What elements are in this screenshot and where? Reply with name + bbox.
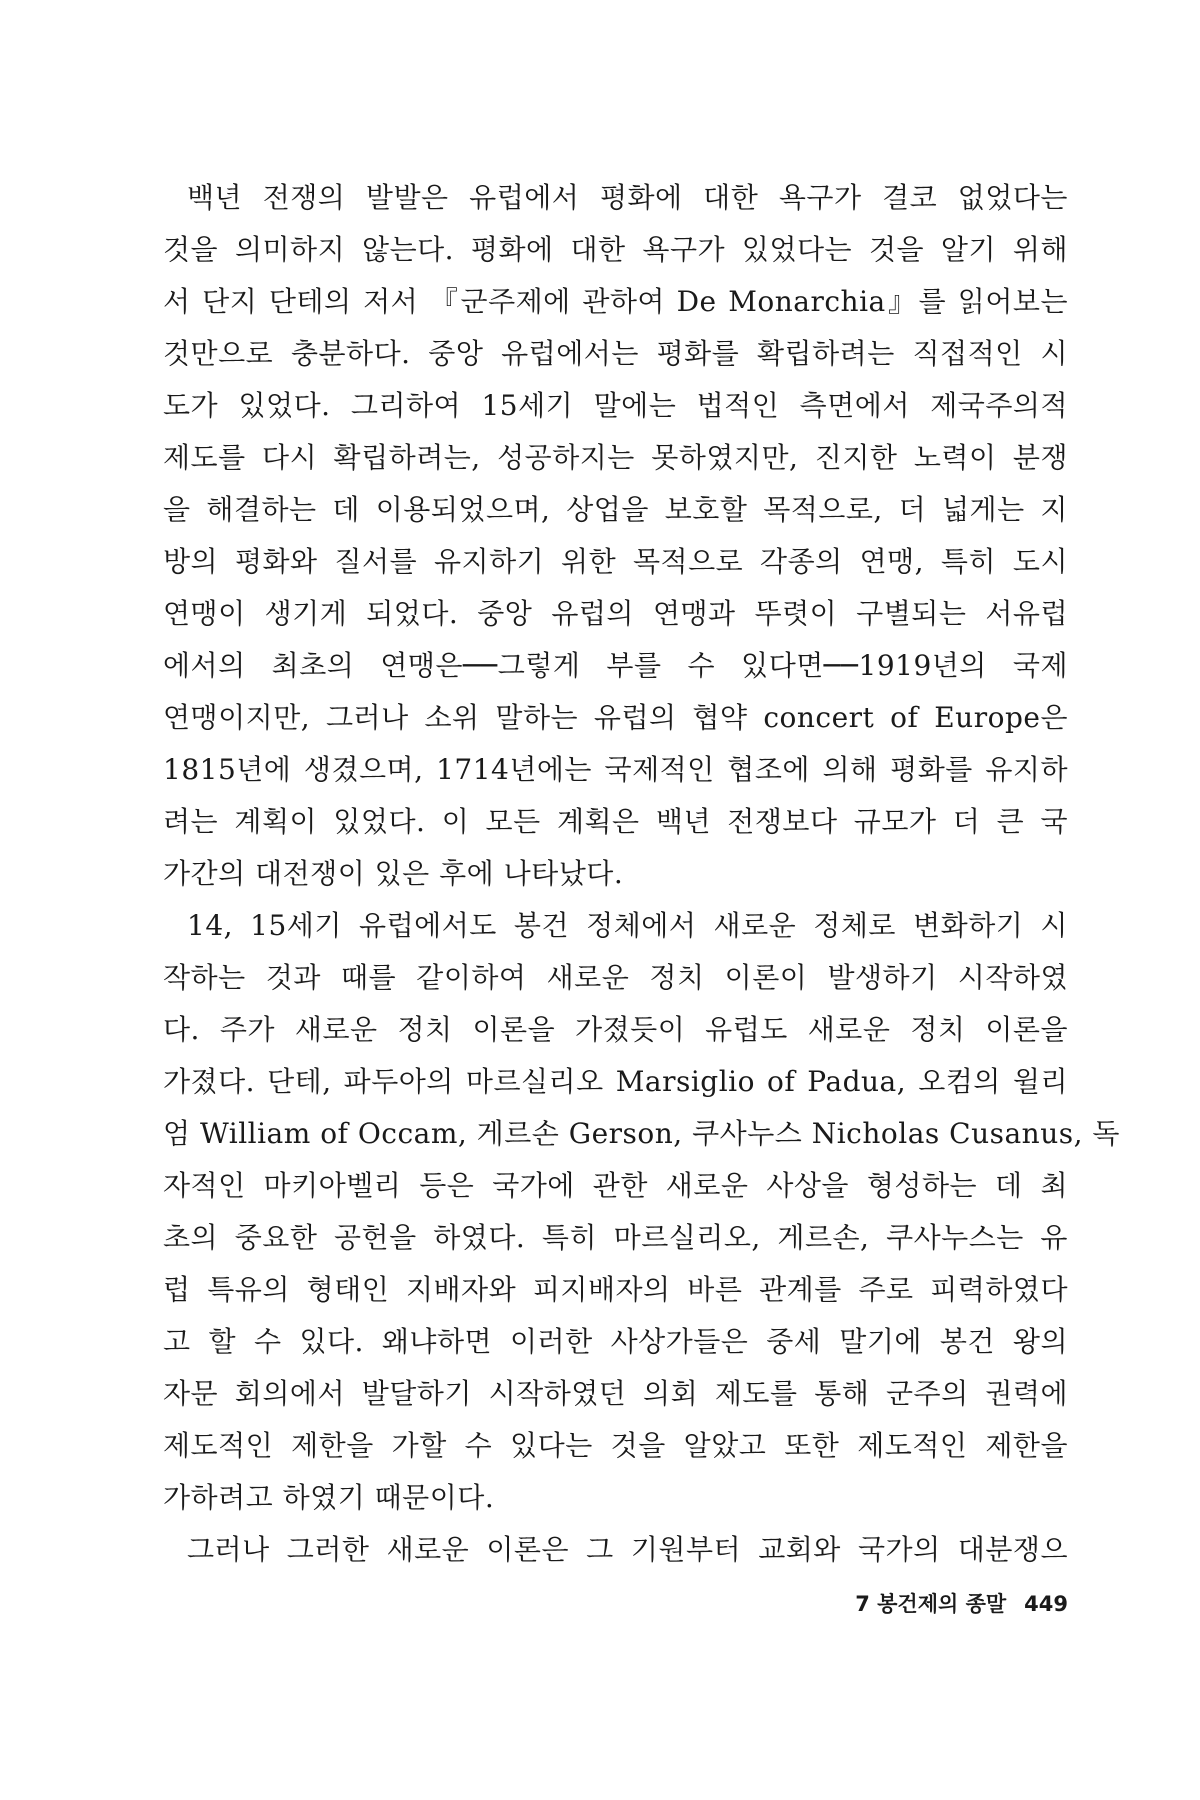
text-line: 가하려고 하였기 때문이다.: [163, 1481, 495, 1514]
paragraph: [163, 172, 1068, 900]
text-line: 려는 계획이 있었다. 이 모든 계획은 백년 전쟁보다 규모가 더 큰 국: [163, 805, 1068, 838]
text-line: 것을 의미하지 않는다. 평화에 대한 욕구가 있었다는 것을 알기 위해: [163, 233, 1068, 266]
body-text: [163, 172, 1120, 1576]
paragraph: [163, 900, 1120, 1524]
page-footer: [855, 1588, 1068, 1618]
text-line: 다. 주가 새로운 정치 이론을 가졌듯이 유럽도 새로운 정치 이론을: [163, 1013, 1068, 1046]
text-line: 고 할 수 있다. 왜냐하면 이러한 사상가들은 중세 말기에 봉건 왕의: [163, 1325, 1068, 1358]
text-line: 엄 William of Occam, 게르손 Gerson, 쿠사누스 Nicholas Cusanus, 독: [163, 1117, 1120, 1150]
text-line: 1815년에 생겼으며, 1714년에는 국제적인 협조에 의해 평화를 유지하: [163, 753, 1068, 786]
text-line: 가졌다. 단테, 파두아의 마르실리오 Marsiglio of Padua, 오컴의 윌리: [163, 1065, 1068, 1098]
text-line: 자적인 마키아벨리 등은 국가에 관한 새로운 사상을 형성하는 데 최: [163, 1169, 1068, 1202]
text-line: 작하는 것과 때를 같이하여 새로운 정치 이론이 발생하기 시작하였: [163, 961, 1068, 994]
text-line: 14, 15세기 유럽에서도 봉건 정체에서 새로운 정체로 변화하기 시: [187, 909, 1068, 942]
text-line: 서 단지 단테의 저서 『군주제에 관하여 De Monarchia』를 읽어보는: [163, 285, 1068, 318]
text-line: 방의 평화와 질서를 유지하기 위한 목적으로 각종의 연맹, 특히 도시: [163, 545, 1068, 578]
text-line: 에서의 최초의 연맹은──그렇게 부를 수 있다면──1919년의 국제: [163, 649, 1068, 682]
text-line: 럽 특유의 형태인 지배자와 피지배자의 바른 관계를 주로 피력하였다: [163, 1273, 1068, 1306]
page-number: 449: [1024, 1592, 1068, 1616]
text-line: 연맹이 생기게 되었다. 중앙 유럽의 연맹과 뚜렷이 구별되는 서유럽: [163, 597, 1068, 630]
text-line: 자문 회의에서 발달하기 시작하였던 의회 제도를 통해 군주의 권력에: [163, 1377, 1068, 1410]
text-line: 도가 있었다. 그리하여 15세기 말에는 법적인 측면에서 제국주의적: [163, 389, 1068, 422]
paragraph: [163, 1524, 1068, 1576]
text-line: 가간의 대전쟁이 있은 후에 나타났다.: [163, 857, 624, 890]
text-line: 을 해결하는 데 이용되었으며, 상업을 보호할 목적으로, 더 넓게는 지: [163, 493, 1068, 526]
text-line: 그러나 그러한 새로운 이론은 그 기원부터 교회와 국가의 대분쟁으: [187, 1533, 1068, 1566]
text-line: 백년 전쟁의 발발은 유럽에서 평화에 대한 욕구가 결코 없었다는: [187, 181, 1068, 214]
text-line: 초의 중요한 공헌을 하였다. 특히 마르실리오, 게르손, 쿠사누스는 유: [163, 1221, 1068, 1254]
text-line: 제도적인 제한을 가할 수 있다는 것을 알았고 또한 제도적인 제한을: [163, 1429, 1068, 1462]
text-line: 연맹이지만, 그러나 소위 말하는 유럽의 협약 concert of Europe은: [163, 701, 1068, 734]
text-line: 것만으로 충분하다. 중앙 유럽에서는 평화를 확립하려는 직접적인 시: [163, 337, 1068, 370]
text-line: 제도를 다시 확립하려는, 성공하지는 못하였지만, 진지한 노력이 분쟁: [163, 441, 1068, 474]
chapter-title: 7 봉건제의 종말: [855, 1592, 1007, 1616]
